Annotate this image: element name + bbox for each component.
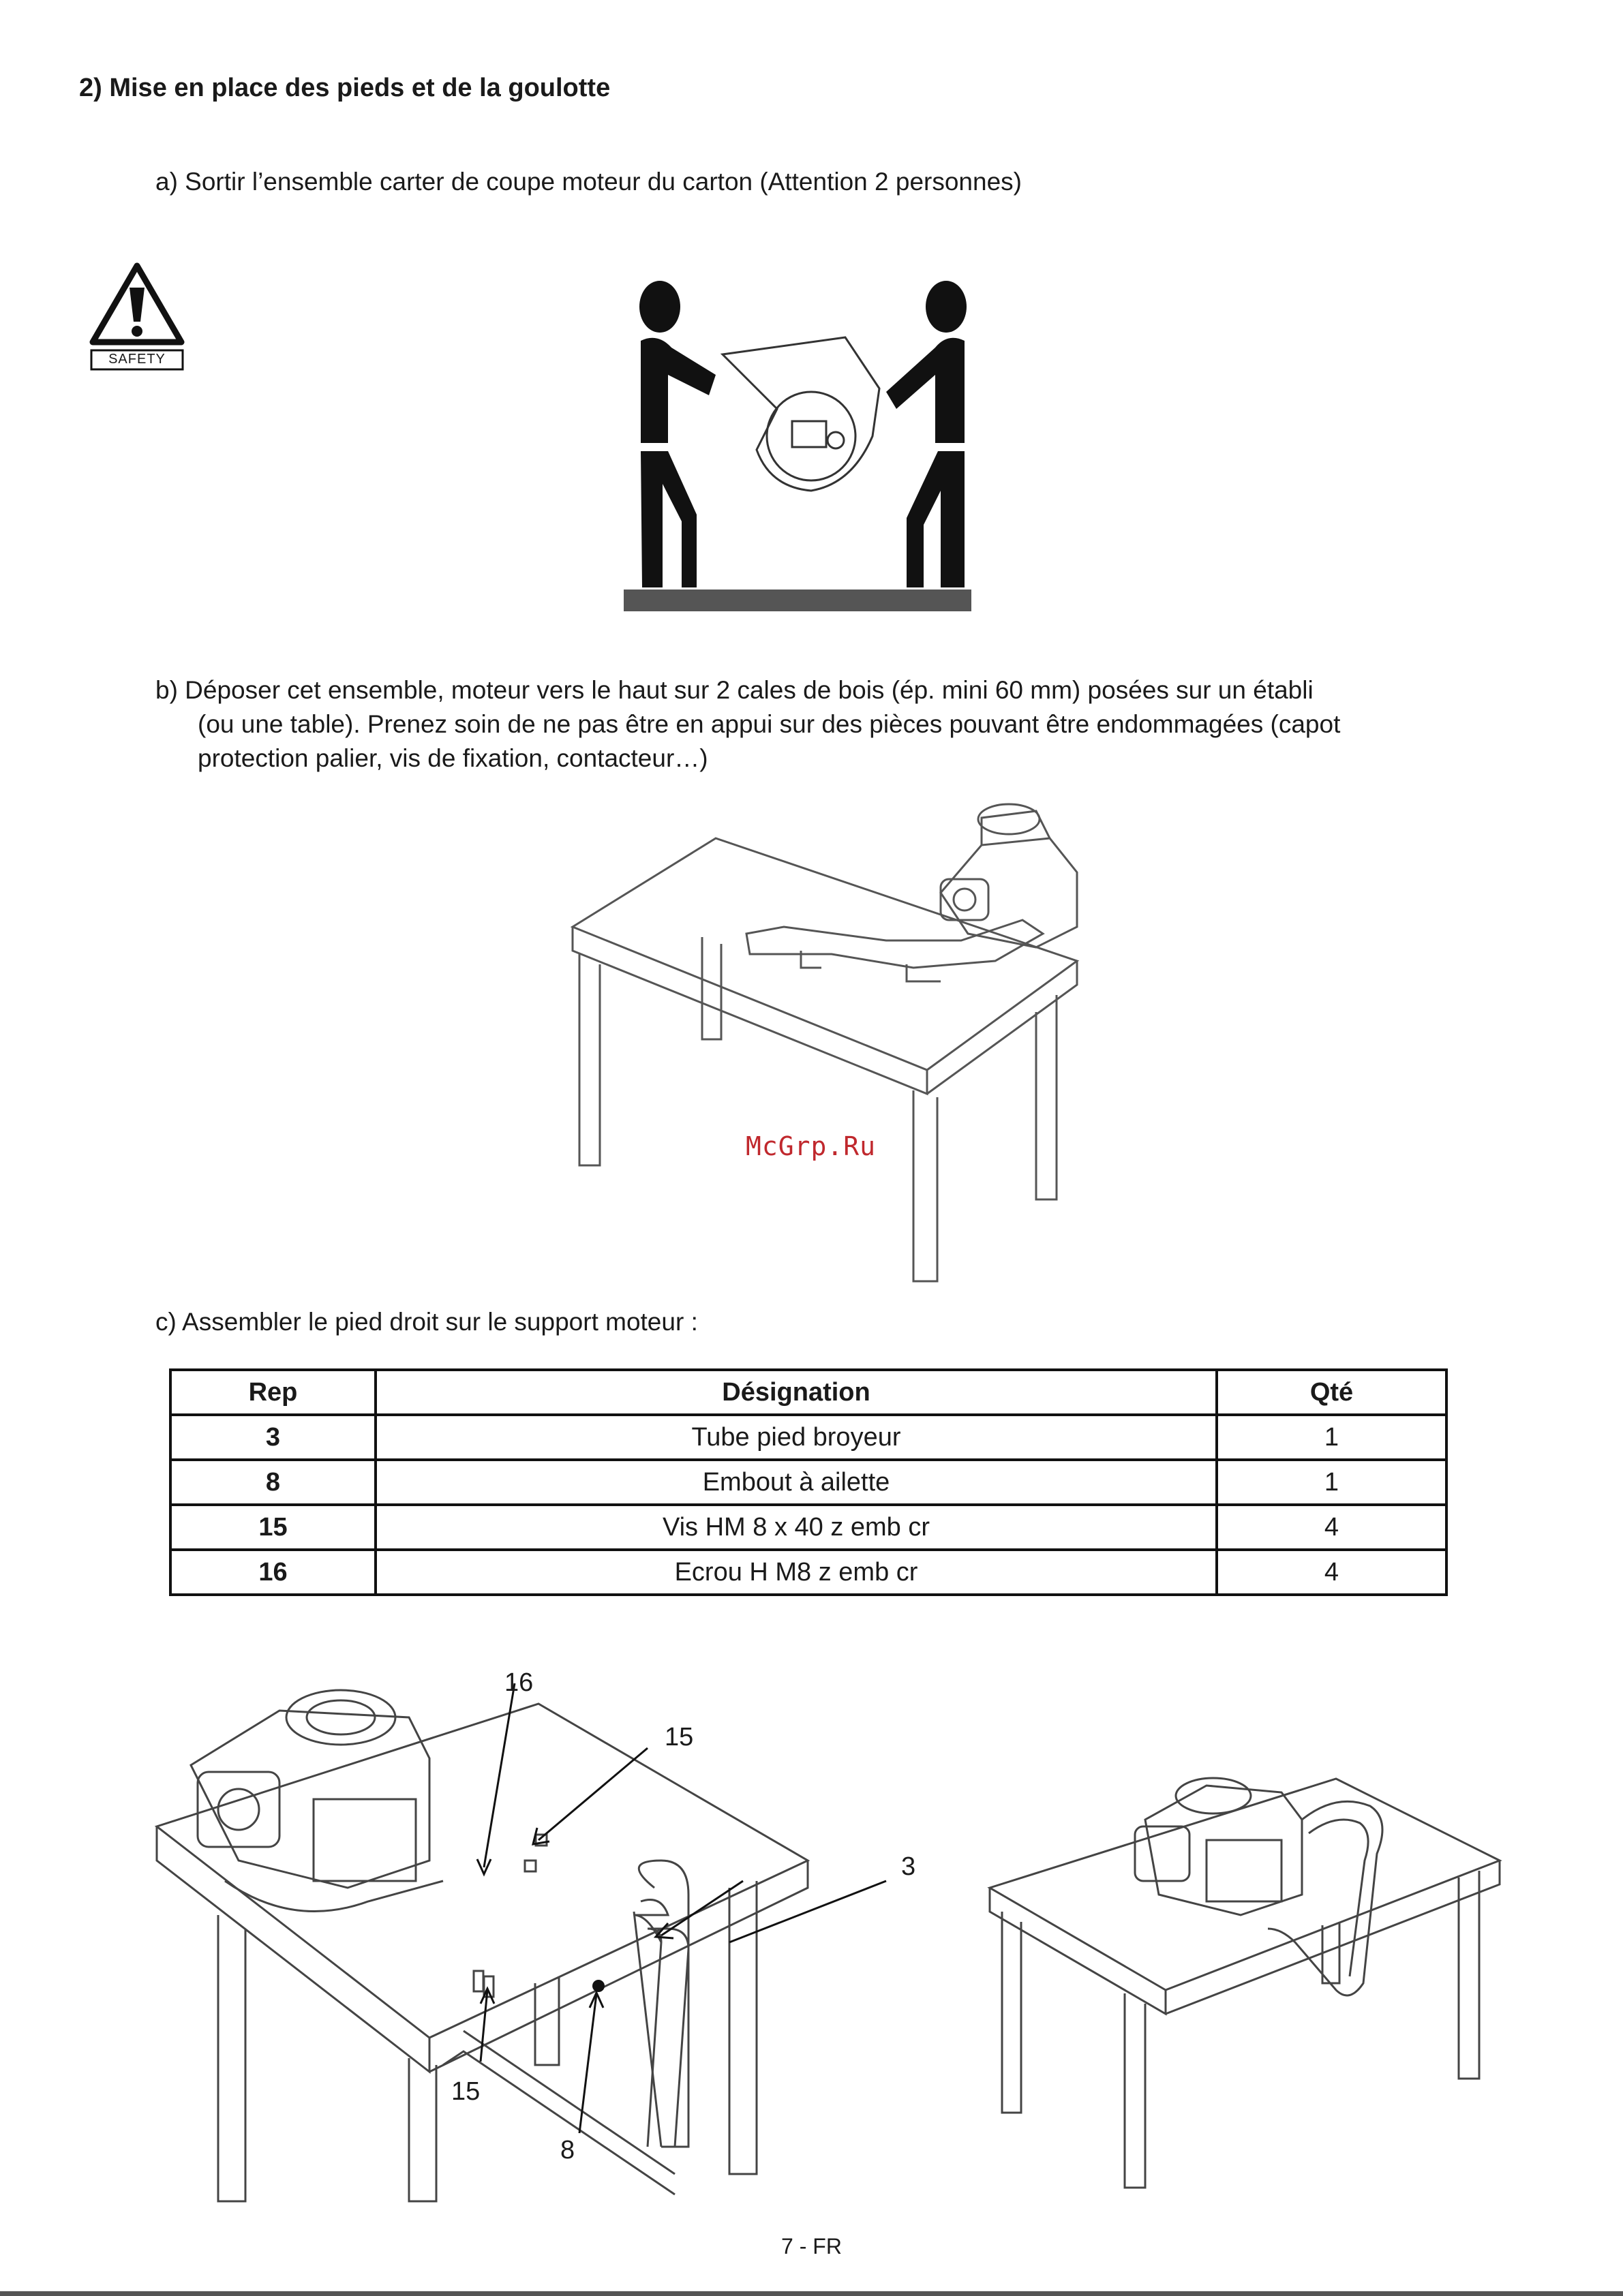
step-b-line3: protection palier, vis de fixation, contacteur…) bbox=[198, 744, 708, 772]
cell-designation: Vis HM 8 x 40 z emb cr bbox=[376, 1505, 1217, 1550]
callout-16: 16 bbox=[504, 1668, 534, 1697]
assembly-exploded-illustration bbox=[143, 1656, 838, 2215]
callout-15-top: 15 bbox=[665, 1723, 694, 1751]
cell-rep: 3 bbox=[170, 1415, 376, 1460]
header-designation: Désignation bbox=[376, 1370, 1217, 1415]
section-heading: 2) Mise en place des pieds et de la goulotte bbox=[79, 74, 611, 102]
page-number: 7 - FR bbox=[781, 2234, 842, 2259]
table-header-row bbox=[170, 1370, 1446, 1415]
cell-rep: 16 bbox=[170, 1550, 376, 1595]
cell-qty: 1 bbox=[1217, 1460, 1446, 1505]
table-row bbox=[170, 1550, 1446, 1595]
cell-designation: Embout à ailette bbox=[376, 1460, 1217, 1505]
header-rep: Rep bbox=[170, 1370, 376, 1415]
machine-on-table-illustration bbox=[559, 770, 1091, 1288]
cell-designation: Ecrou H M8 z emb cr bbox=[376, 1550, 1217, 1595]
cell-qty: 4 bbox=[1217, 1505, 1446, 1550]
step-c-text: c) Assembler le pied droit sur le support moteur : bbox=[155, 1308, 698, 1336]
step-b-line2: (ou une table). Prenez soin de ne pas être en appui sur des pièces pouvant être endommagées (capot bbox=[198, 710, 1341, 738]
safety-label: SAFETY bbox=[108, 352, 166, 367]
assembled-result-illustration bbox=[982, 1758, 1513, 2194]
step-b-line1: b) Déposer cet ensemble, moteur vers le haut sur 2 cales de bois (ép. mini 60 mm) posées sur un établi bbox=[155, 676, 1314, 704]
bottom-divider bbox=[0, 2291, 1623, 2296]
step-b-text bbox=[155, 673, 1519, 776]
table-row bbox=[170, 1460, 1446, 1505]
header-qty: Qté bbox=[1217, 1370, 1446, 1415]
table-row bbox=[170, 1505, 1446, 1550]
table-row bbox=[170, 1415, 1446, 1460]
step-a-text: a) Sortir l’ensemble carter de coupe moteur du carton (Attention 2 personnes) bbox=[155, 168, 1022, 196]
parts-table bbox=[169, 1368, 1448, 1596]
callout-15-bottom: 15 bbox=[451, 2077, 481, 2106]
safety-icon bbox=[86, 260, 188, 373]
cell-qty: 1 bbox=[1217, 1415, 1446, 1460]
cell-designation: Tube pied broyeur bbox=[376, 1415, 1217, 1460]
watermark: McGrp.Ru bbox=[746, 1131, 877, 1161]
cell-rep: 8 bbox=[170, 1460, 376, 1505]
cell-rep: 15 bbox=[170, 1505, 376, 1550]
two-person-lift-illustration bbox=[620, 273, 982, 620]
callout-8: 8 bbox=[560, 2136, 575, 2164]
cell-qty: 4 bbox=[1217, 1550, 1446, 1595]
callout-3: 3 bbox=[901, 1852, 916, 1881]
